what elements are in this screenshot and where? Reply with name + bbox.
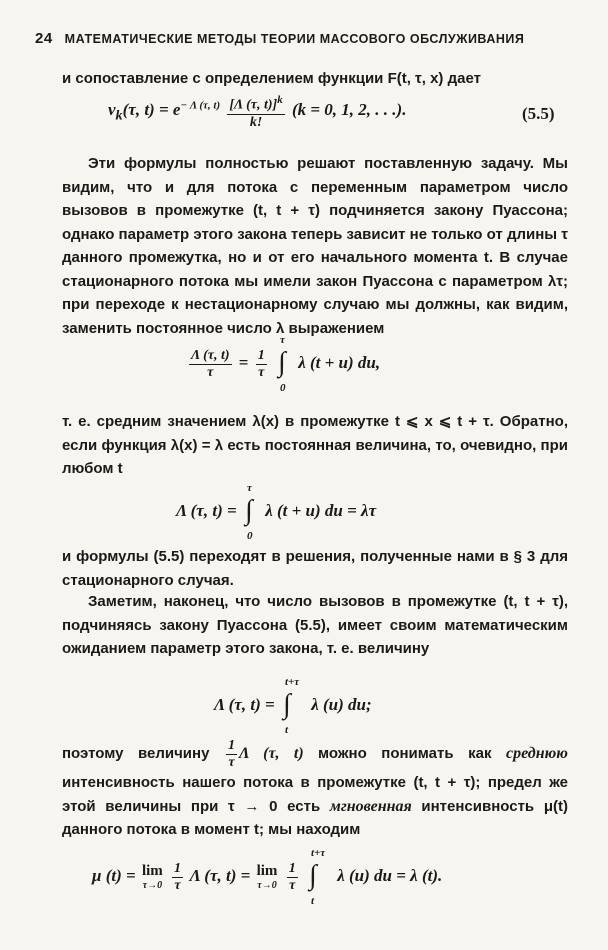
paragraph-mean: т. е. средним значением λ(x) в промежутке t ⩽ x ⩽ t + τ. Обратно, если функция λ(x) = λ есть постоянная величина, то, очевидно, при любом t	[62, 413, 568, 477]
paragraph-main: Эти формулы полностью решают поставленную задачу. Мы видим, что и для потока с переменным параметром число вызовов в промежутке (t, t + τ) подчиняется закону Пуассона; однако параметр этого закона теперь зависит не только от длины τ данного промежутка, но и от его начального момента t. В случае стационарного потока мы имели закон Пуассона с параметром λτ; при переходе к нестационарному случаю мы должны, как видим, заменить постоянное число λ выражением	[62, 155, 568, 337]
integral-sign: τ ∫ 0	[277, 334, 286, 394]
page-number: 24	[35, 30, 53, 47]
running-head	[35, 30, 575, 47]
equation-integral-parameter: Λ (τ, t) = t+τ ∫ t λ (u) du;	[214, 676, 372, 736]
integral-sign: t+τ ∫ t	[308, 847, 326, 907]
integral-sign: t+τ ∫ t	[282, 676, 300, 736]
equation-5-5: $v_k(\tau$, $t) = e^{- \Lambda (\tau, t)}$ $\frac{[\Lambda (\tau, t)]^k}{k!}$ (k = 0, 1, 2, . . .).	[108, 94, 407, 130]
paragraph-intro: и сопоставление с определением функции F(t, τ, x) дает	[62, 70, 481, 87]
equation-constant: Λ (τ, t) = τ ∫ 0 λ (t + u) du = λτ	[176, 482, 377, 542]
paragraph-stationary: и формулы (5.5) переходят в решения, полученные нами в § 3 для стационарного случая.	[62, 548, 568, 589]
paragraph-intensity: поэтому величину $\frac{1}{\tau}$ Λ (τ, t) можно понимать как среднюю интенсивность нашего потока в промежутке (t, t + τ); предел же этой величины при τ → 0 есть мгновенная интенсивность μ(t) данного потока в момент t; мы находим	[62, 738, 568, 838]
equation-mean-parameter: $\frac{\Lambda (\tau, t)}{\tau}$ = $\frac{1}{\tau}$ τ ∫ 0 λ (t + u) du,	[191, 334, 381, 394]
integral-sign: τ ∫ 0	[244, 482, 253, 542]
equation-instant-intensity: μ (t) = lim τ→0 $\frac{1}{\tau}$ Λ (τ, t) = lim τ→0 $\frac{1}{\tau}$ t+τ ∫ t λ (u) du = λ (t).	[92, 847, 443, 907]
paragraph-expectation: Заметим, наконец, что число вызовов в промежутке (t, t + τ), подчиняясь закону Пуассона (5.5), имеет своим математическим ожиданием параметр этого закона, т. е. величину	[62, 593, 568, 657]
running-title: МАТЕМАТИЧЕСКИЕ МЕТОДЫ ТЕОРИИ МАССОВОГО ОБСЛУЖИВАНИЯ	[64, 32, 525, 46]
fraction-poisson: $\frac{[\Lambda (\tau, t)]^k}{k!}$	[229, 94, 283, 130]
equation-number: (5.5)	[522, 104, 555, 123]
